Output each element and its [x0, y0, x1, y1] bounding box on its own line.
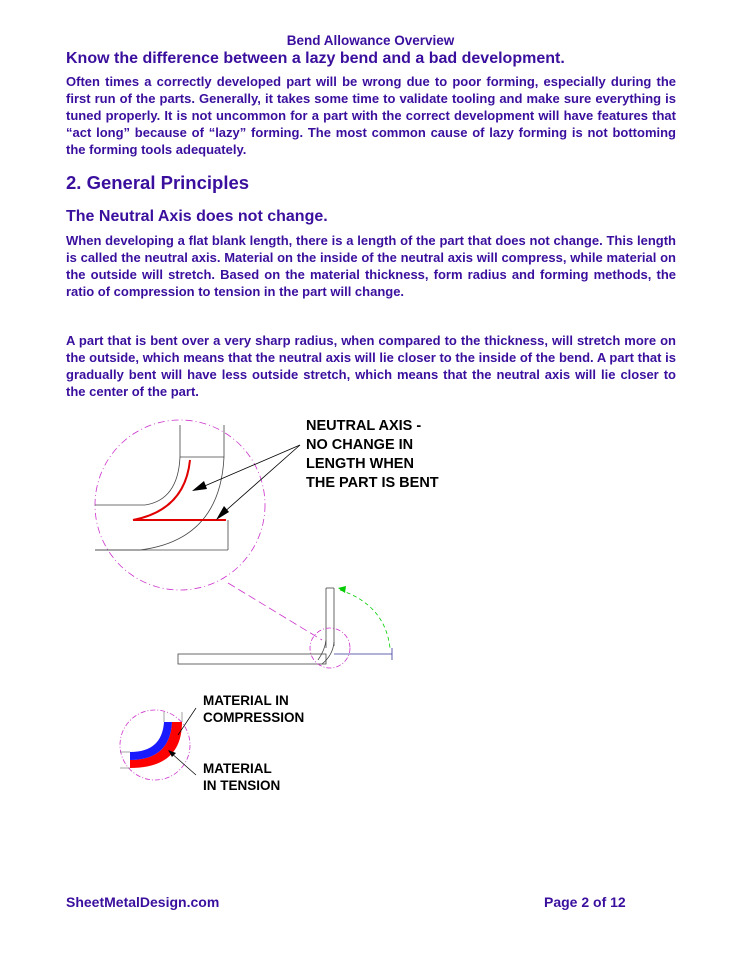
arrowhead-neutral-line: [216, 506, 229, 520]
leader-line-neutral-arc: [200, 445, 300, 488]
footer-page-number: Page 2 of 12: [544, 894, 626, 910]
neutral-axis-paragraph-1: When developing a flat blank length, there is a length of the part that does not change. This length is called the neutral axis. Material on the inside of the neutral axis will compress, while material on the outside will stretch. Based on the material thickness, form radius and forming methods, the ratio of compression to tension in the part will change.: [66, 233, 676, 299]
neutral-axis-heading: The Neutral Axis does not change.: [66, 208, 328, 225]
neutral-axis-callout: NEUTRAL AXIS - NO CHANGE IN LENGTH WHEN THE PART IS BENT: [306, 418, 439, 491]
leader-line-tension: [170, 752, 196, 775]
neutral-axis-paragraph-2: A part that is bent over a very sharp radius, when compared to the thickness, will stretch more on the outside, which means that the neutral axis will lie closer to the inside of the bend. A part that is gradually bent will have less outside stretch, which means that the neutral axis will lie closer to the center of the part.: [66, 333, 676, 399]
leader-line-neutral-line: [222, 445, 300, 514]
neutral-axis-arc: [133, 460, 190, 520]
footer-site-name: SheetMetalDesign.com: [66, 894, 220, 910]
detail-bend-outline: [95, 425, 228, 550]
detail-circle-small: [310, 628, 350, 668]
lazy-bend-paragraph: Often times a correctly developed part will be wrong due to poor forming, especially during the first run of the parts. Generally, it takes some time to validate tooling and make sure everything is tuned properly. It is not uncommon for a part with the correct development will have features that “act long” because of “lazy” forming. The most common cause of lazy forming is not bottoming the forming tools adequately.: [66, 74, 676, 157]
general-principles-heading: 2. General Principles: [66, 172, 250, 193]
bend-angle-arc: [340, 590, 390, 648]
detail-connector-line: [228, 583, 322, 640]
arrowhead-neutral-arc: [192, 481, 207, 491]
tension-callout: MATERIAL IN TENSION: [203, 761, 281, 793]
compression-callout: MATERIAL IN COMPRESSION: [203, 693, 305, 725]
page-header-title: Bend Allowance Overview: [286, 33, 455, 48]
lazy-bend-heading: Know the difference between a lazy bend and a bad development.: [66, 50, 565, 67]
bend-angle-arrowhead: [338, 586, 346, 593]
